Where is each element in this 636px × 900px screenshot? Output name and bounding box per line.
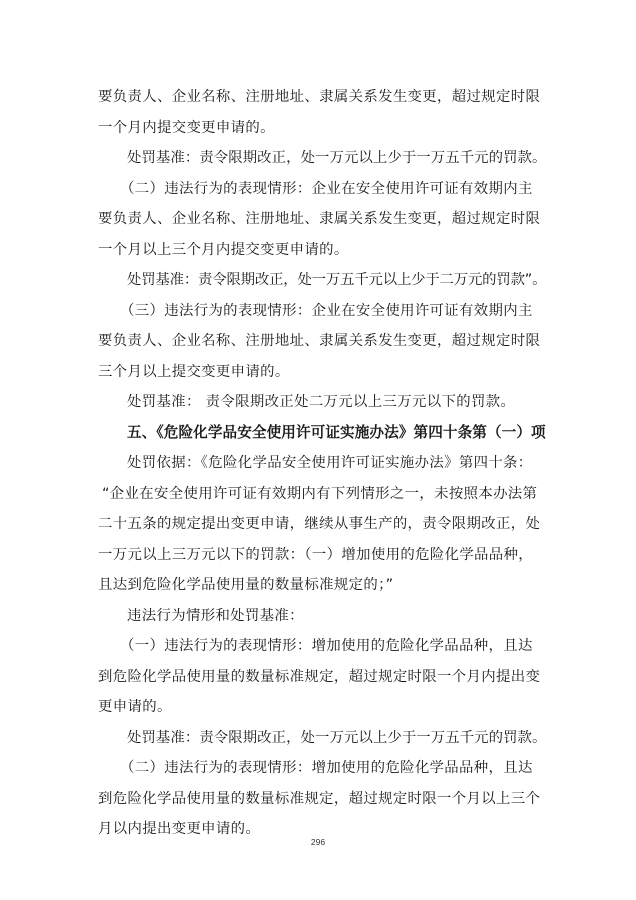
paragraph-line: 要负责人、企业名称、注册地址、隶属关系发生变更，超过规定时限 (98, 211, 541, 227)
paragraph-line: 二十五条的规定提出变更申请，继续从事生产的，责令限期改正，处 (98, 516, 541, 532)
paragraph-line: 到危险化学品使用量的数量标准规定，超过规定时限一个月内提出变 (98, 668, 541, 685)
paragraph-line: 处罚基准：责令限期改正，处一万元以上少于一万五千元的罚款。 (127, 150, 547, 166)
paragraph-line: 更申请的。 (98, 699, 172, 715)
paragraph-line: （二）违法行为的表现情形：增加使用的危险化学品品种，且达 (120, 760, 533, 776)
paragraph-line: （一）违法行为的表现情形：增加使用的危险化学品品种，且达 (120, 638, 533, 654)
paragraph-line: 处罚基准：责令限期改正，处一万元以上少于一万五千元的罚款。 (127, 729, 547, 746)
section-heading: 五、《危险化学品安全使用许可证实施办法》第四十条第（一）项 (127, 423, 546, 441)
paragraph-line: “企业在安全使用许可证有效期内有下列情形之一，未按照本办法第 (102, 485, 538, 502)
paragraph-line: 要负责人、企业名称、注册地址、隶属关系发生变更，超过规定时限 (98, 333, 541, 349)
paragraph-line: 处罚基准： 责令限期改正处二万元以上三万元以下的罚款。 (127, 394, 516, 410)
paragraph-line: 到危险化学品使用量的数量标准规定，超过规定时限一个月以上三个 (98, 790, 541, 807)
paragraph-line: 违法行为情形和处罚基准： (127, 607, 304, 624)
paragraph-line: 三个月以上提交变更申请的。 (98, 363, 290, 380)
paragraph-line: 一万元以上三万元以下的罚款：（一）增加使用的危险化学品品种， (98, 546, 534, 563)
paragraph-line: 且达到危险化学品使用量的数量标准规定的；” (98, 577, 394, 593)
paragraph-line: 处罚依据：《危险化学品安全使用许可证实施办法》第四十条： (127, 455, 533, 471)
paragraph-line: 一个月以上三个月内提交变更申请的。 (98, 241, 349, 258)
paragraph-line: （三）违法行为的表现情形：企业在安全使用许可证有效期内主 (120, 302, 533, 319)
paragraph-line: 月以内提出变更申请的。 (98, 821, 261, 837)
document-body (98, 82, 546, 845)
paragraph-line: 要负责人、企业名称、注册地址、隶属关系发生变更，超过规定时限 (98, 89, 541, 105)
paragraph-line: 一个月内提交变更申请的。 (98, 119, 275, 136)
page-number: 296 (310, 837, 326, 847)
paragraph-line: （二）违法行为的表现情形：企业在安全使用许可证有效期内主 (120, 180, 533, 197)
paragraph-line: 处罚基准：责令限期改正，处一万五千元以上少于二万元的罚款”。 (127, 272, 547, 288)
